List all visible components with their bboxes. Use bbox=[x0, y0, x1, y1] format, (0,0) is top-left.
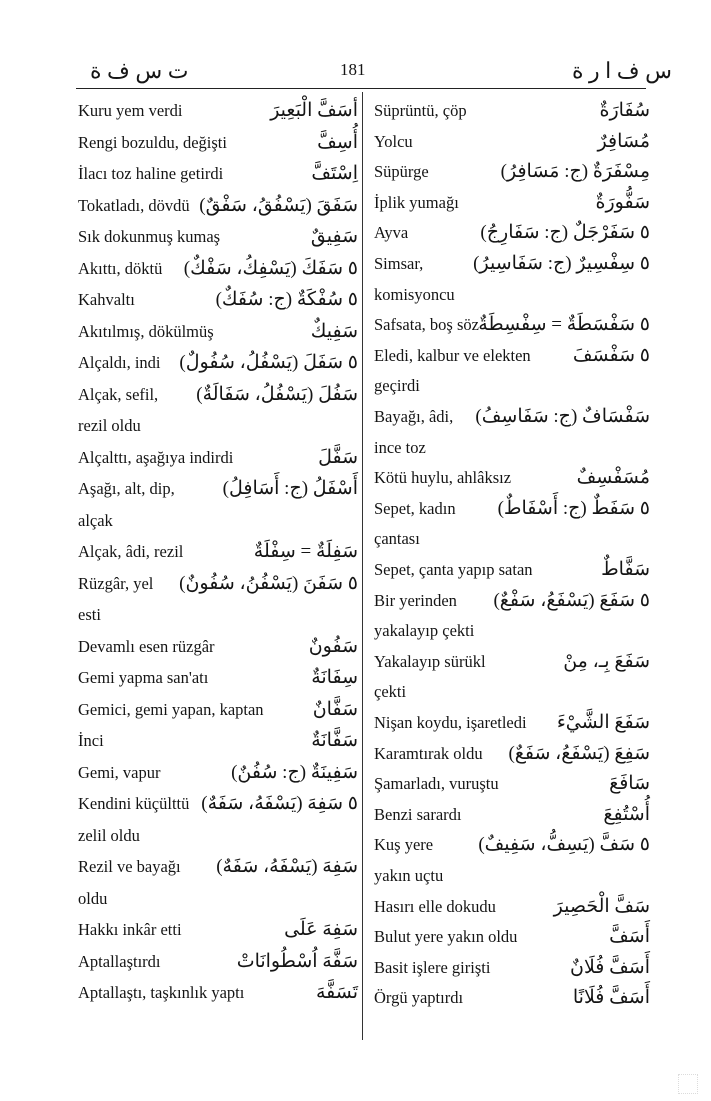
dictionary-entry bbox=[78, 191, 358, 221]
entry-arabic: سَفْسَافٌ (ج: سَفَاسِفُ) bbox=[475, 406, 650, 427]
dictionary-entry bbox=[374, 555, 650, 585]
dictionary-entry bbox=[78, 569, 358, 599]
entry-arabic: ٥ سَفَلَ (يَسْفُلُ، سُفُولٌ) bbox=[179, 352, 358, 373]
entry-turkish: Karamtırak oldu bbox=[374, 743, 483, 763]
entry-turkish: Tokatladı, dövdü bbox=[78, 195, 190, 215]
entry-turkish: Ayva bbox=[374, 223, 409, 243]
entry-turkish: Gemi, vapur bbox=[78, 762, 161, 782]
dictionary-entry bbox=[78, 632, 358, 662]
dictionary-entry bbox=[78, 726, 358, 756]
column-rule bbox=[362, 92, 363, 1040]
entry-arabic: ٥ سَفِهَ (يَسْفَهُ، سَفَهٌ) bbox=[201, 793, 358, 814]
entry-arabic: سَفَّاطٌ bbox=[601, 559, 650, 580]
entry-turkish: Hakkı inkâr etti bbox=[78, 920, 182, 939]
dictionary-entry bbox=[78, 96, 358, 126]
entry-turkish: Gemici, gemi yapan, kaptan bbox=[78, 699, 264, 719]
dictionary-entry bbox=[78, 222, 358, 252]
dictionary-entry bbox=[78, 128, 358, 158]
entry-turkish: Alçaldı, indi bbox=[78, 353, 161, 372]
entry-turkish: Süpürge bbox=[374, 162, 429, 182]
entry-arabic: أَسَفَّ فُلَانًا bbox=[572, 987, 650, 1009]
entry-turkish: Sık dokunmuş kumaş bbox=[78, 227, 221, 246]
entry-turkish: İlacı toz haline getirdi bbox=[78, 164, 224, 183]
dictionary-entry bbox=[78, 317, 358, 347]
dictionary-entry bbox=[374, 677, 650, 707]
dictionary-entry bbox=[78, 159, 358, 189]
entry-arabic: ٥ سَفَنَ (يَسْفُنُ، سُفُونٌ) bbox=[179, 572, 358, 594]
dictionary-entry bbox=[78, 348, 358, 378]
dictionary-entry bbox=[374, 647, 650, 677]
entry-arabic: سَفِيقٌ bbox=[310, 226, 358, 247]
entry-turkish: oldu bbox=[78, 888, 108, 908]
entry-arabic: سَفَعَ بِـ، مِنْ bbox=[563, 650, 650, 672]
dictionary-entry bbox=[374, 739, 650, 769]
entry-arabic: ٥ سَفْسَفَ bbox=[572, 344, 650, 366]
entry-arabic: ٥ سَفَكَ (يَسْفِكُ، سَفْكٌ) bbox=[183, 257, 358, 279]
entry-turkish: Kötü huylu, ahlâksız bbox=[374, 468, 512, 488]
entry-arabic: أسَفَّ الْبَعِيرَ bbox=[270, 100, 358, 121]
entry-arabic: ٥ سِفْسِيرٌ (ج: سَفَاسِيرُ) bbox=[473, 253, 650, 274]
entry-turkish: Alçalttı, aşağıya indirdi bbox=[78, 447, 234, 467]
entry-turkish: Sepet, kadın bbox=[374, 498, 456, 518]
entry-turkish: rezil oldu bbox=[78, 416, 141, 435]
entry-turkish: Akıttı, döktü bbox=[78, 258, 163, 278]
entry-arabic: مُسَفْسِفٌ bbox=[576, 467, 650, 489]
entry-arabic: اِسْتَفَّ bbox=[311, 163, 358, 184]
entry-turkish: Bir yerinden bbox=[374, 590, 457, 610]
dictionary-entry bbox=[78, 789, 358, 819]
dictionary-entry bbox=[374, 157, 650, 187]
entry-turkish: Alçak, sefil, bbox=[78, 384, 159, 404]
entry-arabic: سَفَّانٌ bbox=[312, 698, 358, 720]
page-number: 181 bbox=[340, 60, 366, 79]
entry-turkish: Aşağı, alt, dip, bbox=[78, 479, 175, 498]
entry-arabic: سَفَّهَ اُسْطُوانَاتْ bbox=[236, 950, 358, 972]
dictionary-entry bbox=[374, 830, 650, 860]
entry-arabic: أَسَفَّ فُلَانٌ bbox=[570, 956, 650, 978]
entry-turkish: yakın uçtu bbox=[374, 866, 444, 885]
dictionary-entry bbox=[374, 953, 650, 983]
entry-turkish: Yakalayıp sürükl bbox=[374, 651, 486, 671]
entry-turkish: Rüzgâr, yel bbox=[78, 573, 154, 593]
entry-arabic: ٥ سَفْسَطَةٌ = سِفْسِطَةٌ bbox=[478, 314, 650, 336]
page-header bbox=[0, 58, 711, 88]
entry-turkish: Kahvaltı bbox=[78, 290, 135, 309]
entry-turkish: zelil oldu bbox=[78, 825, 140, 845]
entry-turkish: Alçak, âdi, rezil bbox=[78, 542, 184, 561]
dictionary-entry bbox=[78, 506, 358, 536]
dictionary-entry bbox=[78, 852, 358, 882]
dictionary-entry bbox=[374, 188, 650, 218]
entry-arabic: سَفِيكٌ bbox=[310, 320, 358, 342]
dictionary-entry bbox=[374, 280, 650, 310]
dictionary-entry bbox=[374, 433, 650, 463]
entry-arabic: سَافَعَ bbox=[609, 773, 650, 795]
dictionary-entry bbox=[374, 96, 650, 126]
entry-turkish: Hasırı elle dokudu bbox=[374, 896, 496, 916]
dictionary-entry bbox=[374, 616, 650, 646]
entry-arabic: سَفُّورَةٌ bbox=[595, 191, 650, 213]
dictionary-entry bbox=[78, 411, 358, 441]
entry-turkish: Bayağı, âdi, bbox=[374, 407, 454, 426]
entry-arabic: سَفَعَ الشَّيْءَ bbox=[556, 712, 650, 733]
dictionary-entry bbox=[374, 708, 650, 738]
entry-turkish: Örgü yaptırdı bbox=[374, 988, 464, 1008]
entry-arabic: سَفُونٌ bbox=[308, 635, 358, 657]
dictionary-entry bbox=[78, 537, 358, 567]
entry-turkish: Sepet, çanta yapıp satan bbox=[374, 560, 533, 579]
entry-arabic: ٥ سَفَطٌ (ج: أَسْفَاطٌ) bbox=[497, 497, 650, 519]
dictionary-entry bbox=[78, 821, 358, 851]
entry-turkish: Aptallaştırdı bbox=[78, 951, 161, 971]
entry-turkish: çantası bbox=[374, 529, 420, 549]
dictionary-entry bbox=[78, 884, 358, 914]
entry-turkish: Eledi, kalbur ve elekten bbox=[374, 345, 531, 365]
dictionary-entry bbox=[374, 861, 650, 891]
entry-arabic: سَفُلَ (يَسْفُلُ، سَفَالَةٌ) bbox=[196, 383, 358, 405]
entry-turkish: Simsar, bbox=[374, 254, 424, 273]
entry-arabic: سَفِينَةٌ (ج: سُفُنٌ) bbox=[231, 761, 358, 783]
entry-turkish: Benzi sarardı bbox=[374, 804, 462, 824]
dictionary-entry bbox=[374, 402, 650, 432]
dictionary-entry bbox=[374, 524, 650, 554]
entry-arabic: سُفَارَةٌ bbox=[599, 100, 650, 121]
dictionary-entry bbox=[374, 463, 650, 493]
dictionary-entry bbox=[374, 249, 650, 279]
entry-arabic: مِسْفَرَةٌ (ج: مَسَافِرُ) bbox=[500, 161, 650, 183]
entry-turkish: İplik yumağı bbox=[374, 192, 459, 212]
dictionary-entry bbox=[374, 127, 650, 157]
dictionary-entry bbox=[78, 695, 358, 725]
entry-arabic: سَفَّ الْحَصِيرَ bbox=[553, 895, 650, 917]
entry-turkish: alçak bbox=[78, 510, 113, 530]
dictionary-entry bbox=[78, 443, 358, 473]
dictionary-entry bbox=[374, 922, 650, 952]
entry-arabic: ٥ سُفْكَةٌ (ج: سُفَكٌ) bbox=[215, 289, 358, 310]
dictionary-entry bbox=[374, 800, 650, 830]
entry-turkish: Nişan koydu, işaretledi bbox=[374, 713, 527, 732]
entry-turkish: Safsata, boş söz bbox=[374, 315, 479, 335]
entry-arabic: ٥ سَفَّ (يَسِفُّ، سَفِيفٌ) bbox=[478, 834, 650, 856]
dictionary-entry bbox=[78, 600, 358, 630]
header-right-letters: س ف ا ر ة bbox=[572, 58, 672, 83]
entry-turkish: Basit işlere girişti bbox=[374, 957, 491, 977]
entry-arabic: سَفَقَ (يَسْفُقُ، سَفْقٌ) bbox=[199, 194, 358, 216]
dictionary-entry bbox=[374, 310, 650, 340]
entry-turkish: Yolcu bbox=[374, 131, 413, 151]
entry-turkish: esti bbox=[78, 605, 101, 624]
dictionary-entry bbox=[374, 983, 650, 1013]
entry-arabic: مُسَافِرٌ bbox=[597, 130, 650, 152]
entry-turkish: Devamlı esen rüzgâr bbox=[78, 636, 215, 656]
entry-arabic: سَفِعَ (يَسْفَعُ، سَفَعٌ) bbox=[508, 742, 650, 764]
dictionary-entry bbox=[374, 494, 650, 524]
header-rule bbox=[76, 88, 646, 89]
entry-turkish: geçirdi bbox=[374, 376, 420, 396]
entry-arabic: أَسَفَّ bbox=[609, 926, 650, 948]
dictionary-entry bbox=[78, 947, 358, 977]
dictionary-entry bbox=[78, 978, 358, 1008]
entry-arabic: أَسْفَلُ (ج: أَسَافِلُ) bbox=[222, 478, 358, 499]
entry-arabic: ٥ سَفَعَ (يَسْفَعُ، سَفْعٌ) bbox=[493, 589, 650, 611]
entry-arabic: سَفِلَةٌ = سِفْلَةٌ bbox=[253, 541, 358, 562]
dictionary-entry bbox=[78, 380, 358, 410]
dictionary-entry bbox=[374, 341, 650, 371]
dictionary-entry bbox=[78, 915, 358, 945]
entry-turkish: Şamarladı, vuruştu bbox=[374, 774, 499, 794]
entry-arabic: سَفِهَ عَلَى bbox=[284, 919, 358, 940]
dictionary-entry bbox=[374, 892, 650, 922]
dictionary-entry bbox=[374, 586, 650, 616]
dictionary-entry bbox=[78, 254, 358, 284]
entry-turkish: Bulut yere yakın oldu bbox=[374, 927, 518, 947]
entry-turkish: çekti bbox=[374, 682, 407, 702]
dictionary-entry bbox=[78, 285, 358, 315]
dictionary-entry bbox=[78, 663, 358, 693]
entry-turkish: Kuru yem verdi bbox=[78, 101, 183, 120]
scan-mark bbox=[678, 1074, 698, 1094]
entry-turkish: komisyoncu bbox=[374, 284, 455, 304]
entry-arabic: ٥ سَفَرْجَلٌ (ج: سَفَارِجُ) bbox=[480, 222, 650, 244]
entry-turkish: Süprüntü, çöp bbox=[374, 101, 467, 120]
entry-arabic: تَسَفَّهَ bbox=[315, 982, 358, 1003]
dictionary-entry bbox=[374, 371, 650, 401]
dictionary-entry bbox=[374, 218, 650, 248]
entry-turkish: İnci bbox=[78, 731, 104, 750]
entry-turkish: Rengi bozuldu, değişti bbox=[78, 132, 227, 152]
entry-arabic: سَفِهَ (يَسْفَهُ، سَفَهٌ) bbox=[216, 856, 358, 877]
entry-turkish: Aptallaştı, taşkınlık yaptı bbox=[78, 983, 245, 1002]
dictionary-entry bbox=[78, 758, 358, 788]
entry-turkish: Kendini küçülttü bbox=[78, 794, 190, 813]
entry-arabic: سَفَّلَ bbox=[318, 446, 358, 468]
entry-turkish: ince toz bbox=[374, 437, 426, 457]
entry-turkish: Kuş yere bbox=[374, 835, 434, 855]
entry-turkish: Akıtılmış, dökülmüş bbox=[78, 321, 214, 341]
entry-arabic: سَفَّانَةٌ bbox=[311, 730, 358, 751]
dictionary-entry bbox=[78, 474, 358, 504]
entry-arabic: أُسْتُفِعَ bbox=[603, 803, 650, 825]
entry-arabic: أُسِفَّ bbox=[317, 131, 358, 153]
entry-turkish: yakalayıp çekti bbox=[374, 621, 475, 641]
entry-arabic: سِفَانَةٌ bbox=[311, 667, 358, 688]
entry-turkish: Rezil ve bayağı bbox=[78, 857, 181, 876]
dictionary-entry bbox=[374, 769, 650, 799]
entry-turkish: Gemi yapma san'atı bbox=[78, 668, 209, 687]
header-left-letters: ت س ف ة bbox=[90, 58, 189, 83]
